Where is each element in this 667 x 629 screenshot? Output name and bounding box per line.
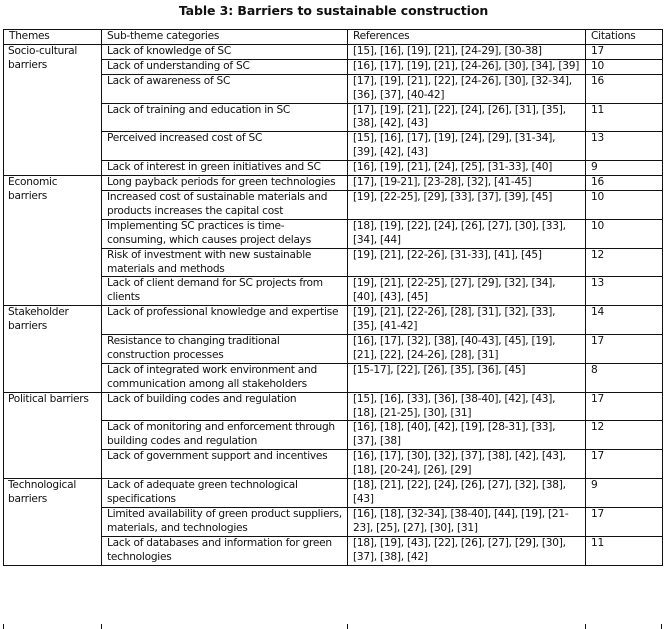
table-row bbox=[4, 277, 663, 306]
subtheme-cell: Implementing SC practices is time-consuming, which causes project delays bbox=[102, 219, 348, 248]
header-citations: Citations bbox=[586, 30, 663, 45]
citations-cell: 17 bbox=[586, 335, 663, 364]
table-row bbox=[4, 306, 663, 335]
subtheme-cell: Lack of building codes and regulation bbox=[102, 392, 348, 421]
table-row bbox=[4, 363, 663, 392]
references-cell: [15], [16], [19], [21], [24-29], [30-38] bbox=[348, 44, 586, 59]
references-cell: [16], [18], [40], [42], [19], [28-31], [33], [37], [38] bbox=[348, 421, 586, 450]
theme-cell: Socio-cultural barriers bbox=[4, 44, 102, 175]
table-row bbox=[4, 219, 663, 248]
table-border-stub bbox=[101, 624, 102, 629]
table-row bbox=[4, 132, 663, 161]
table-border-stub bbox=[661, 624, 662, 629]
citations-cell: 9 bbox=[586, 479, 663, 508]
references-cell: [17], [19-21], [23-28], [32], [41-45] bbox=[348, 176, 586, 191]
table-row bbox=[4, 392, 663, 421]
table-row bbox=[4, 248, 663, 277]
table-row bbox=[4, 536, 663, 565]
table-header-row bbox=[4, 30, 663, 45]
theme-cell: Economic barriers bbox=[4, 176, 102, 306]
theme-cell: Political barriers bbox=[4, 392, 102, 478]
theme-cell: Stakeholder barriers bbox=[4, 306, 102, 392]
theme-cell: Technological barriers bbox=[4, 479, 102, 565]
citations-cell: 16 bbox=[586, 176, 663, 191]
subtheme-cell: Lack of adequate green technological specifications bbox=[102, 479, 348, 508]
references-cell: [19], [22-25], [29], [33], [37], [39], [45] bbox=[348, 190, 586, 219]
table-row bbox=[4, 103, 663, 132]
references-cell: [16], [17], [32], [38], [40-43], [45], [19], [21], [22], [24-26], [28], [31] bbox=[348, 335, 586, 364]
references-cell: [16], [19], [21], [24], [25], [31-33], [40] bbox=[348, 161, 586, 176]
subtheme-cell: Limited availability of green product suppliers, materials, and technologies bbox=[102, 507, 348, 536]
subtheme-cell: Lack of databases and information for green technologies bbox=[102, 536, 348, 565]
citations-cell: 11 bbox=[586, 536, 663, 565]
citations-cell: 17 bbox=[586, 44, 663, 59]
citations-cell: 11 bbox=[586, 103, 663, 132]
header-themes: Themes bbox=[4, 30, 102, 45]
table-title: Table 3: Barriers to sustainable construction bbox=[178, 3, 489, 18]
table-border-stub bbox=[585, 624, 586, 629]
citations-cell: 9 bbox=[586, 161, 663, 176]
subtheme-cell: Lack of government support and incentives bbox=[102, 450, 348, 479]
table-row bbox=[4, 421, 663, 450]
table-row bbox=[4, 59, 663, 74]
subtheme-cell: Risk of investment with new sustainable materials and methods bbox=[102, 248, 348, 277]
references-cell: [16], [17], [19], [21], [24-26], [30], [34], [39] bbox=[348, 59, 586, 74]
citations-cell: 10 bbox=[586, 219, 663, 248]
table-row bbox=[4, 44, 663, 59]
citations-cell: 8 bbox=[586, 363, 663, 392]
references-cell: [15], [16], [33], [36], [38-40], [42], [43], [18], [21-25], [30], [31] bbox=[348, 392, 586, 421]
citations-cell: 13 bbox=[586, 132, 663, 161]
subtheme-cell: Lack of training and education in SC bbox=[102, 103, 348, 132]
header-subtheme-categories: Sub-theme categories bbox=[102, 30, 348, 45]
references-cell: [18], [21], [22], [24], [26], [27], [32], [38], [43] bbox=[348, 479, 586, 508]
citations-cell: 10 bbox=[586, 190, 663, 219]
subtheme-cell: Increased cost of sustainable materials and products increases the capital cost bbox=[102, 190, 348, 219]
table-row bbox=[4, 335, 663, 364]
table-border-stub bbox=[347, 624, 348, 629]
subtheme-cell: Long payback periods for green technologies bbox=[102, 176, 348, 191]
table-row bbox=[4, 74, 663, 103]
citations-cell: 10 bbox=[586, 59, 663, 74]
citations-cell: 13 bbox=[586, 277, 663, 306]
subtheme-cell: Lack of integrated work environment and communication among all stakeholders bbox=[102, 363, 348, 392]
subtheme-cell: Resistance to changing traditional construction processes bbox=[102, 335, 348, 364]
citations-cell: 16 bbox=[586, 74, 663, 103]
table-row bbox=[4, 450, 663, 479]
references-cell: [18], [19], [43], [22], [26], [27], [29], [30], [37], [38], [42] bbox=[348, 536, 586, 565]
citations-cell: 12 bbox=[586, 248, 663, 277]
subtheme-cell: Lack of awareness of SC bbox=[102, 74, 348, 103]
references-cell: [15-17], [22], [26], [35], [36], [45] bbox=[348, 363, 586, 392]
table-border-stub bbox=[3, 624, 4, 629]
subtheme-cell: Lack of client demand for SC projects from clients bbox=[102, 277, 348, 306]
table-row bbox=[4, 507, 663, 536]
subtheme-cell: Lack of interest in green initiatives and SC bbox=[102, 161, 348, 176]
citations-cell: 12 bbox=[586, 421, 663, 450]
table-row bbox=[4, 161, 663, 176]
references-cell: [19], [21], [22-26], [28], [31], [32], [33], [35], [41-42] bbox=[348, 306, 586, 335]
citations-cell: 17 bbox=[586, 507, 663, 536]
table-row bbox=[4, 176, 663, 191]
citations-cell: 17 bbox=[586, 450, 663, 479]
references-cell: [16], [17], [30], [32], [37], [38], [42], [43], [18], [20-24], [26], [29] bbox=[348, 450, 586, 479]
references-cell: [17], [19], [21], [22], [24], [26], [31], [35], [38], [42], [43] bbox=[348, 103, 586, 132]
references-cell: [17], [19], [21], [22], [24-26], [30], [32-34], [36], [37], [40-42] bbox=[348, 74, 586, 103]
references-cell: [19], [21], [22-25], [27], [29], [32], [34], [40], [43], [45] bbox=[348, 277, 586, 306]
citations-cell: 17 bbox=[586, 392, 663, 421]
references-cell: [15], [16], [17], [19], [24], [29], [31-34], [39], [42], [43] bbox=[348, 132, 586, 161]
barriers-table bbox=[3, 29, 663, 566]
header-references: References bbox=[348, 30, 586, 45]
subtheme-cell: Lack of monitoring and enforcement through building codes and regulation bbox=[102, 421, 348, 450]
references-cell: [18], [19], [22], [24], [26], [27], [30], [33], [34], [44] bbox=[348, 219, 586, 248]
subtheme-cell: Lack of understanding of SC bbox=[102, 59, 348, 74]
subtheme-cell: Perceived increased cost of SC bbox=[102, 132, 348, 161]
table-row bbox=[4, 479, 663, 508]
citations-cell: 14 bbox=[586, 306, 663, 335]
references-cell: [19], [21], [22-26], [31-33], [41], [45] bbox=[348, 248, 586, 277]
table-row bbox=[4, 190, 663, 219]
references-cell: [16], [18], [32-34], [38-40], [44], [19], [21-23], [25], [27], [30], [31] bbox=[348, 507, 586, 536]
subtheme-cell: Lack of professional knowledge and expertise bbox=[102, 306, 348, 335]
subtheme-cell: Lack of knowledge of SC bbox=[102, 44, 348, 59]
